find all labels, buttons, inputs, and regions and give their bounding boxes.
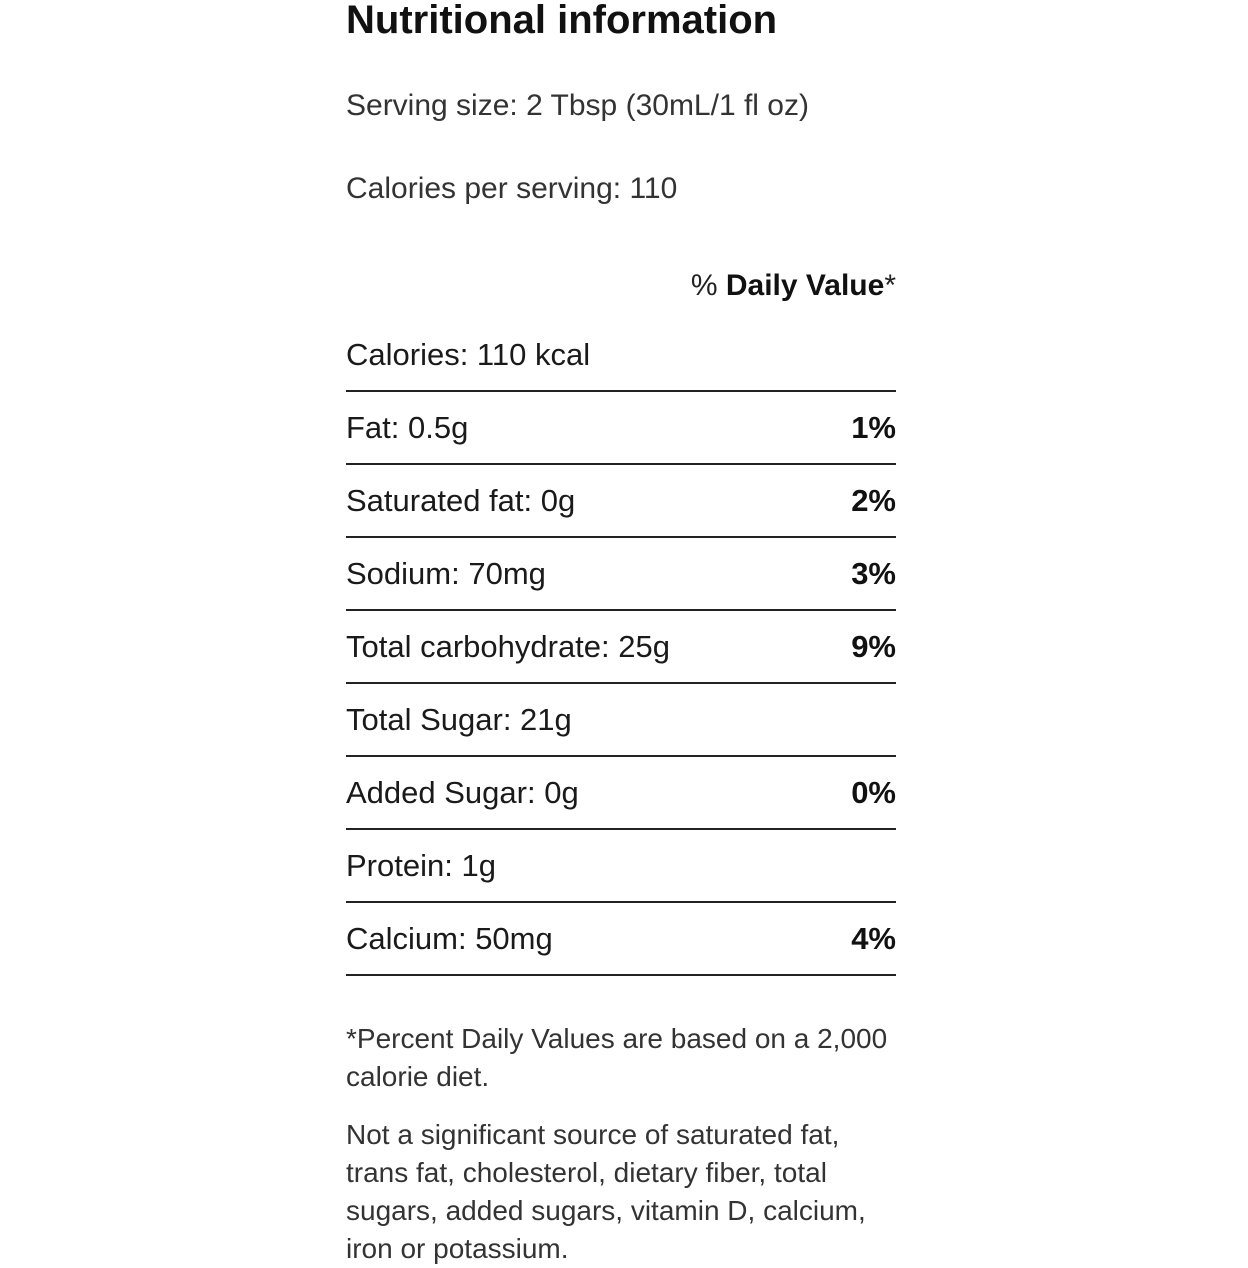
table-row (346, 392, 896, 465)
daily-value-percent: 2% (851, 482, 896, 518)
nutrient-label: Total Sugar: 21g (346, 701, 572, 737)
daily-value-footnote: *Percent Daily Values are based on a 2,000 calorie diet. (346, 1023, 888, 1092)
table-row (346, 538, 896, 611)
page-title: Nutritional information (346, 0, 778, 42)
calories-per-serving: Calories per serving: 110 (346, 172, 678, 205)
nutrient-label: Sodium: 70mg (346, 555, 546, 591)
daily-value-suffix: * (884, 269, 896, 302)
serving-size: Serving size: 2 Tbsp (30mL/1 fl oz) (346, 89, 809, 122)
daily-value-percent: 1% (851, 409, 896, 445)
not-significant-source-note: Not a significant source of saturated fat, trans fat, cholesterol, dietary fiber, total sugars, added sugars, vitamin D, calcium, iron or potassium. (346, 1119, 866, 1264)
table-row (346, 465, 896, 538)
table-row (346, 757, 896, 830)
table-row (346, 830, 896, 903)
daily-value-percent: 0% (851, 774, 896, 810)
table-row (346, 684, 896, 757)
table-row (346, 903, 896, 976)
daily-value-prefix: % (690, 269, 718, 302)
nutrient-label: Saturated fat: 0g (346, 482, 576, 518)
nutrient-label: Total carbohydrate: 25g (346, 628, 670, 664)
nutrient-table (346, 319, 896, 976)
table-row (346, 319, 896, 392)
daily-value-percent: 9% (851, 628, 896, 664)
nutrient-label: Calcium: 50mg (346, 920, 553, 956)
daily-value-percent: 3% (851, 555, 896, 591)
table-row (346, 611, 896, 684)
daily-value-label: Daily Value (725, 269, 885, 302)
daily-value-percent: 4% (851, 920, 896, 956)
nutrient-label: Fat: 0.5g (346, 409, 469, 445)
nutrient-label: Protein: 1g (346, 847, 496, 883)
daily-value-header (691, 268, 896, 304)
nutrient-label: Added Sugar: 0g (346, 774, 579, 810)
nutrient-label: Calories: 110 kcal (346, 336, 591, 372)
